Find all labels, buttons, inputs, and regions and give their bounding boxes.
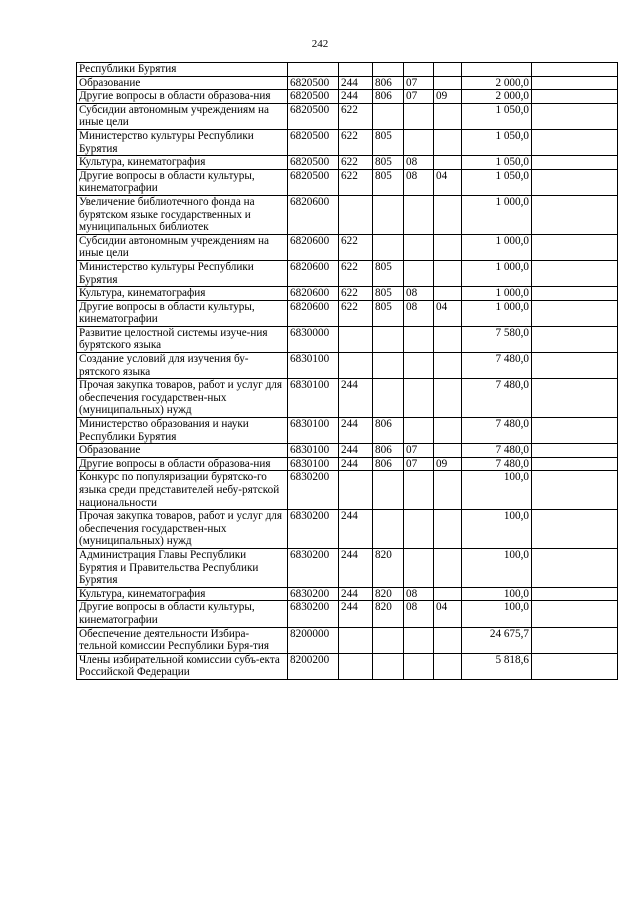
cell-section	[404, 260, 434, 286]
table-row	[77, 653, 618, 679]
cell-name: Администрация Главы Республики Бурятия и Правительства Республики Бурятия	[77, 548, 288, 587]
page-number: 242	[311, 38, 329, 50]
cell-name: Образование	[77, 76, 288, 90]
cell-target-article: 6830100	[288, 444, 339, 458]
table-row	[77, 548, 618, 587]
cell-expense-type: 622	[339, 169, 373, 195]
cell-department: 805	[373, 169, 404, 195]
cell-target-article: 8200000	[288, 627, 339, 653]
table-row	[77, 627, 618, 653]
cell-name: Обеспечение деятельности Избира-тельной комиссии Республики Буря-тия	[77, 627, 288, 653]
cell-name: Республики Бурятия	[77, 63, 288, 77]
cell-empty	[532, 260, 618, 286]
cell-target-article: 6830200	[288, 601, 339, 627]
cell-target-article: 6820500	[288, 169, 339, 195]
cell-section: 08	[404, 587, 434, 601]
cell-target-article: 6830100	[288, 457, 339, 471]
table-row	[77, 353, 618, 379]
cell-target-article: 6830100	[288, 418, 339, 444]
cell-department: 805	[373, 129, 404, 155]
cell-name: Прочая закупка товаров, работ и услуг для обеспечения государствен-ных (муниципальных) нужд	[77, 510, 288, 549]
cell-section: 07	[404, 76, 434, 90]
table-row	[77, 90, 618, 104]
cell-subsection	[434, 471, 462, 510]
cell-expense-type: 244	[339, 548, 373, 587]
cell-name: Члены избирательной комиссии субъ-екта Российской Федерации	[77, 653, 288, 679]
cell-expense-type: 622	[339, 129, 373, 155]
cell-amount: 1 050,0	[462, 103, 532, 129]
cell-name: Другие вопросы в области образова-ния	[77, 457, 288, 471]
cell-amount: 100,0	[462, 587, 532, 601]
cell-expense-type: 622	[339, 156, 373, 170]
cell-subsection	[434, 260, 462, 286]
table-row	[77, 587, 618, 601]
cell-amount: 7 480,0	[462, 457, 532, 471]
cell-amount: 7 480,0	[462, 353, 532, 379]
cell-subsection	[434, 234, 462, 260]
cell-department	[373, 63, 404, 77]
cell-section: 08	[404, 287, 434, 301]
cell-empty	[532, 300, 618, 326]
cell-department	[373, 379, 404, 418]
cell-empty	[532, 627, 618, 653]
cell-section	[404, 103, 434, 129]
table-row	[77, 601, 618, 627]
cell-target-article: 6830200	[288, 471, 339, 510]
cell-empty	[532, 601, 618, 627]
cell-expense-type	[339, 471, 373, 510]
cell-expense-type: 244	[339, 444, 373, 458]
cell-target-article: 6830000	[288, 326, 339, 352]
cell-name: Культура, кинематография	[77, 287, 288, 301]
cell-expense-type: 622	[339, 103, 373, 129]
cell-department: 806	[373, 457, 404, 471]
cell-target-article: 6820500	[288, 156, 339, 170]
cell-empty	[532, 234, 618, 260]
cell-subsection	[434, 548, 462, 587]
cell-subsection	[434, 156, 462, 170]
cell-target-article: 6830200	[288, 587, 339, 601]
cell-subsection	[434, 510, 462, 549]
cell-name: Другие вопросы в области образова-ния	[77, 90, 288, 104]
cell-subsection	[434, 287, 462, 301]
cell-expense-type: 244	[339, 601, 373, 627]
cell-department	[373, 353, 404, 379]
cell-name: Образование	[77, 444, 288, 458]
cell-subsection	[434, 444, 462, 458]
cell-name: Министерство культуры Республики Бурятия	[77, 129, 288, 155]
cell-section: 08	[404, 169, 434, 195]
cell-amount: 1 000,0	[462, 287, 532, 301]
cell-empty	[532, 548, 618, 587]
cell-empty	[532, 418, 618, 444]
cell-amount: 1 000,0	[462, 300, 532, 326]
cell-amount: 1 000,0	[462, 260, 532, 286]
cell-expense-type	[339, 627, 373, 653]
cell-empty	[532, 129, 618, 155]
cell-amount: 100,0	[462, 601, 532, 627]
table-row	[77, 129, 618, 155]
cell-amount: 1 000,0	[462, 195, 532, 234]
cell-empty	[532, 471, 618, 510]
cell-expense-type: 244	[339, 76, 373, 90]
cell-section	[404, 129, 434, 155]
cell-department: 805	[373, 287, 404, 301]
cell-subsection: 09	[434, 457, 462, 471]
table-row	[77, 169, 618, 195]
cell-subsection	[434, 627, 462, 653]
cell-section: 07	[404, 90, 434, 104]
table-row	[77, 510, 618, 549]
table-body	[77, 63, 618, 680]
cell-amount: 2 000,0	[462, 90, 532, 104]
cell-empty	[532, 326, 618, 352]
cell-name: Культура, кинематография	[77, 156, 288, 170]
cell-department: 806	[373, 418, 404, 444]
cell-target-article: 6820600	[288, 287, 339, 301]
cell-section	[404, 234, 434, 260]
table-row	[77, 418, 618, 444]
cell-name: Субсидии автономным учреждениям на иные цели	[77, 234, 288, 260]
cell-empty	[532, 63, 618, 77]
cell-target-article: 6830200	[288, 548, 339, 587]
cell-section: 07	[404, 444, 434, 458]
cell-department	[373, 103, 404, 129]
cell-expense-type	[339, 326, 373, 352]
cell-amount: 24 675,7	[462, 627, 532, 653]
cell-target-article: 6820600	[288, 195, 339, 234]
cell-empty	[532, 287, 618, 301]
cell-target-article: 6820500	[288, 103, 339, 129]
cell-expense-type	[339, 63, 373, 77]
cell-target-article: 6830100	[288, 353, 339, 379]
cell-subsection	[434, 103, 462, 129]
cell-section	[404, 653, 434, 679]
cell-empty	[532, 169, 618, 195]
cell-subsection	[434, 129, 462, 155]
cell-empty	[532, 457, 618, 471]
cell-target-article: 6820500	[288, 90, 339, 104]
cell-section	[404, 510, 434, 549]
cell-empty	[532, 156, 618, 170]
cell-department	[373, 653, 404, 679]
cell-subsection: 04	[434, 169, 462, 195]
cell-amount: 7 480,0	[462, 444, 532, 458]
table-row	[77, 287, 618, 301]
cell-department: 806	[373, 76, 404, 90]
table-row	[77, 103, 618, 129]
table-row	[77, 234, 618, 260]
cell-amount: 7 480,0	[462, 379, 532, 418]
cell-section	[404, 627, 434, 653]
cell-empty	[532, 76, 618, 90]
cell-amount: 1 050,0	[462, 129, 532, 155]
budget-table	[76, 62, 618, 680]
cell-section	[404, 195, 434, 234]
cell-name: Министерство образования и науки Республики Бурятия	[77, 418, 288, 444]
table-row	[77, 444, 618, 458]
cell-department: 806	[373, 444, 404, 458]
cell-target-article: 6820500	[288, 76, 339, 90]
table-row	[77, 471, 618, 510]
cell-expense-type	[339, 653, 373, 679]
cell-amount: 1 000,0	[462, 234, 532, 260]
cell-amount: 1 050,0	[462, 169, 532, 195]
cell-department	[373, 326, 404, 352]
cell-department: 820	[373, 601, 404, 627]
cell-target-article: 6820500	[288, 129, 339, 155]
cell-department: 820	[373, 548, 404, 587]
cell-subsection: 04	[434, 601, 462, 627]
cell-expense-type: 244	[339, 587, 373, 601]
cell-expense-type: 622	[339, 287, 373, 301]
cell-subsection	[434, 418, 462, 444]
cell-empty	[532, 444, 618, 458]
cell-expense-type: 622	[339, 234, 373, 260]
table-row	[77, 260, 618, 286]
cell-name: Прочая закупка товаров, работ и услуг для обеспечения государствен-ных (муниципальных) нужд	[77, 379, 288, 418]
cell-section	[404, 548, 434, 587]
cell-section: 08	[404, 300, 434, 326]
cell-department	[373, 195, 404, 234]
cell-target-article	[288, 63, 339, 77]
cell-department: 805	[373, 260, 404, 286]
cell-subsection	[434, 195, 462, 234]
cell-subsection: 04	[434, 300, 462, 326]
cell-name: Субсидии автономным учреждениям на иные цели	[77, 103, 288, 129]
table-row	[77, 457, 618, 471]
cell-expense-type: 244	[339, 379, 373, 418]
cell-amount: 100,0	[462, 510, 532, 549]
table-row	[77, 326, 618, 352]
cell-subsection: 09	[434, 90, 462, 104]
cell-section: 07	[404, 457, 434, 471]
table-row	[77, 76, 618, 90]
cell-subsection	[434, 587, 462, 601]
cell-target-article: 6820600	[288, 260, 339, 286]
cell-target-article: 6820600	[288, 300, 339, 326]
cell-department	[373, 234, 404, 260]
cell-target-article: 6820600	[288, 234, 339, 260]
cell-expense-type	[339, 195, 373, 234]
cell-name: Другие вопросы в области культуры, кинематографии	[77, 601, 288, 627]
cell-section	[404, 418, 434, 444]
cell-section	[404, 353, 434, 379]
cell-amount: 7 580,0	[462, 326, 532, 352]
cell-expense-type: 244	[339, 510, 373, 549]
cell-expense-type: 622	[339, 300, 373, 326]
cell-department: 805	[373, 156, 404, 170]
cell-amount: 100,0	[462, 471, 532, 510]
cell-subsection	[434, 326, 462, 352]
cell-empty	[532, 195, 618, 234]
cell-department	[373, 510, 404, 549]
cell-expense-type: 622	[339, 260, 373, 286]
cell-amount: 5 818,6	[462, 653, 532, 679]
cell-empty	[532, 353, 618, 379]
cell-name: Другие вопросы в области культуры, кинематографии	[77, 169, 288, 195]
cell-department	[373, 627, 404, 653]
table-row	[77, 300, 618, 326]
cell-expense-type: 244	[339, 418, 373, 444]
cell-empty	[532, 103, 618, 129]
cell-expense-type: 244	[339, 90, 373, 104]
cell-section: 08	[404, 156, 434, 170]
table-row	[77, 195, 618, 234]
cell-amount	[462, 63, 532, 77]
cell-name: Культура, кинематография	[77, 587, 288, 601]
cell-subsection	[434, 379, 462, 418]
cell-department	[373, 471, 404, 510]
cell-name: Создание условий для изучения бу-рятского языка	[77, 353, 288, 379]
table-row	[77, 379, 618, 418]
cell-subsection	[434, 653, 462, 679]
cell-target-article: 6830200	[288, 510, 339, 549]
cell-expense-type: 244	[339, 457, 373, 471]
table-row	[77, 63, 618, 77]
cell-empty	[532, 90, 618, 104]
cell-empty	[532, 510, 618, 549]
cell-department: 805	[373, 300, 404, 326]
cell-amount: 2 000,0	[462, 76, 532, 90]
cell-subsection	[434, 353, 462, 379]
cell-subsection	[434, 63, 462, 77]
cell-department: 806	[373, 90, 404, 104]
cell-section	[404, 471, 434, 510]
cell-empty	[532, 653, 618, 679]
cell-name: Другие вопросы в области культуры, кинематографии	[77, 300, 288, 326]
cell-empty	[532, 379, 618, 418]
cell-section: 08	[404, 601, 434, 627]
cell-name: Увеличение библиотечного фонда на бурятском языке государственных и муниципальных библиотек	[77, 195, 288, 234]
table-row	[77, 156, 618, 170]
cell-department: 820	[373, 587, 404, 601]
cell-amount: 1 050,0	[462, 156, 532, 170]
cell-section	[404, 326, 434, 352]
cell-empty	[532, 587, 618, 601]
cell-target-article: 8200200	[288, 653, 339, 679]
cell-target-article: 6830100	[288, 379, 339, 418]
cell-name: Конкурс по популяризации бурятско-го языка среди представителей небу-рятской национальности	[77, 471, 288, 510]
cell-name: Министерство культуры Республики Бурятия	[77, 260, 288, 286]
cell-section	[404, 379, 434, 418]
cell-name: Развитие целостной системы изуче-ния бурятского языка	[77, 326, 288, 352]
cell-amount: 7 480,0	[462, 418, 532, 444]
cell-subsection	[434, 76, 462, 90]
cell-expense-type	[339, 353, 373, 379]
cell-amount: 100,0	[462, 548, 532, 587]
cell-section	[404, 63, 434, 77]
